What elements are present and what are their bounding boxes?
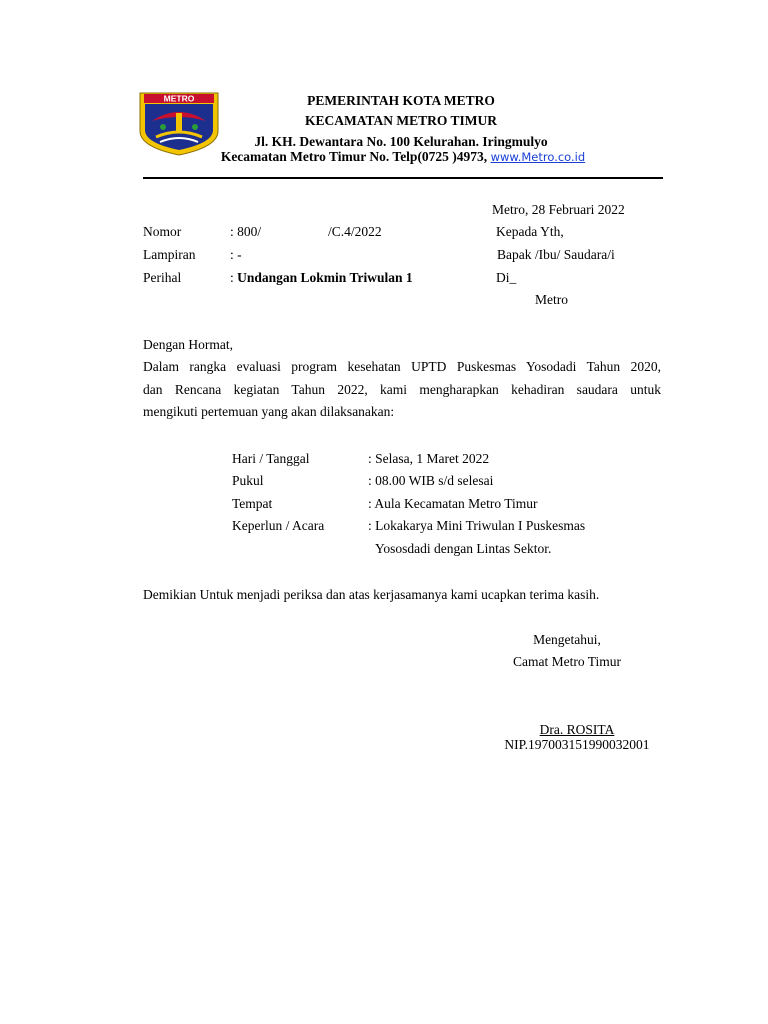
detail-value-date: : Selasa, 1 Maret 2022	[368, 451, 490, 466]
signature-position: Camat Metro Timur	[512, 654, 621, 669]
nomor-suffix: /C.4/2022	[328, 224, 382, 239]
header-government: PEMERINTAH KOTA METRO	[307, 93, 495, 108]
signature-acknowledged: Mengetahui,	[533, 632, 601, 647]
signatory-nip: NIP.197003151990032001	[504, 737, 650, 752]
perihal-label: Perihal	[143, 270, 182, 285]
header-phone: Kecamatan Metro Timur No. Telp(0725 )4973,	[220, 149, 491, 164]
recipient-salutation: Kepada Yth,	[496, 224, 564, 239]
logo-text: METRO	[163, 93, 195, 104]
header-district: KECAMATAN METRO TIMUR	[305, 113, 497, 128]
lampiran-label: Lampiran	[143, 247, 196, 262]
detail-value-purpose: : Lokakarya Mini Triwulan I Puskesmas	[368, 518, 586, 533]
recipient-addressee: Bapak /Ibu/ Saudara/i	[497, 247, 615, 262]
website-link[interactable]: www.Metro.co.id	[490, 150, 586, 164]
greeting: Dengan Hormat,	[143, 337, 233, 352]
body-line: mengikuti pertemuan yang akan dilaksanakan:	[143, 404, 395, 419]
detail-value-purpose-continued: Yososdadi dengan Lintas Sektor.	[375, 541, 552, 556]
recipient-di: Di_	[496, 270, 517, 285]
signatory-name: Dra. ROSITA	[539, 722, 615, 737]
header-contact	[180, 149, 626, 165]
closing-sentence: Demikian Untuk menjadi periksa dan atas kerjasamanya kami ucapkan terima kasih.	[143, 587, 600, 602]
recipient-city: Metro	[535, 292, 568, 307]
perihal-colon: :	[230, 270, 238, 285]
detail-label-purpose: Keperlun / Acara	[232, 518, 325, 533]
detail-label-date: Hari / Tanggal	[232, 451, 310, 466]
letter-date: Metro, 28 Februari 2022	[492, 202, 625, 217]
perihal-row	[230, 270, 413, 286]
letterhead-divider	[143, 177, 663, 179]
body-line: dan Rencana kegiatan Tahun 2022, kami mengharapkan kehadiran saudara untuk	[143, 381, 661, 397]
detail-value-time: : 08.00 WIB s/d selesai	[368, 473, 494, 488]
detail-label-time: Pukul	[232, 473, 264, 488]
lampiran-value: : -	[230, 247, 242, 262]
body-paragraph	[143, 356, 661, 424]
perihal-value: Undangan Lokmin Triwulan 1	[237, 270, 413, 285]
detail-value-place: : Aula Kecamatan Metro Timur	[368, 496, 538, 511]
body-line: Dalam rangka evaluasi program kesehatan UPTD Puskesmas Yosodadi Tahun 2020,	[143, 359, 661, 374]
nomor-value: : 800/	[230, 224, 262, 239]
detail-label-place: Tempat	[232, 496, 273, 511]
nomor-label: Nomor	[143, 224, 182, 239]
header-address: Jl. KH. Dewantara No. 100 Kelurahan. Iringmulyo	[254, 134, 548, 149]
